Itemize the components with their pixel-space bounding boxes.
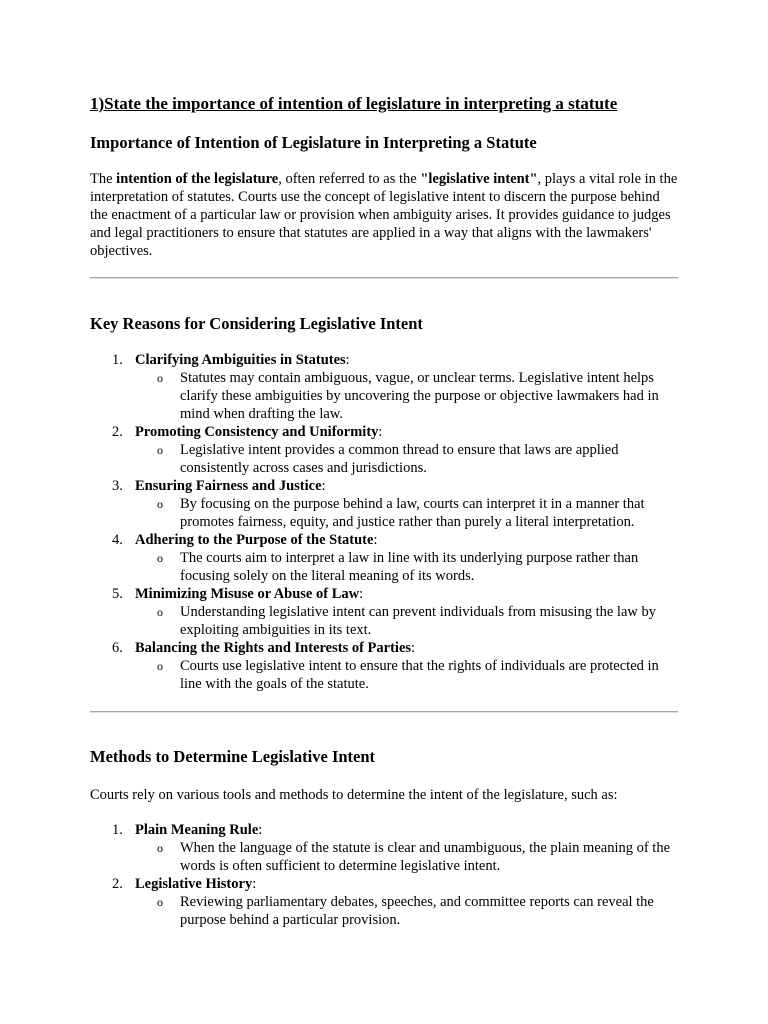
list-item-title: Adhering to the Purpose of the Statute <box>135 532 374 548</box>
colon: : <box>359 586 364 602</box>
sub-item-text: Legislative intent provides a common thread to ensure that laws are applied consistently across cases and jurisdictions. <box>180 442 619 476</box>
sub-list <box>135 495 680 531</box>
sub-item-text: Courts use legislative intent to ensure that the rights of individuals are protected in line with the goals of the statute. <box>180 658 659 692</box>
methods-intro: Courts rely on various tools and methods to determine the intent of the legislature, such as: <box>90 787 618 803</box>
sub-item-text: Reviewing parliamentary debates, speeches, and committee reports can reveal the purpose behind a particular provision. <box>180 894 654 928</box>
list-item <box>90 821 680 875</box>
sub-list <box>135 657 680 693</box>
para-text: , often referred to as the <box>278 171 421 187</box>
list-number: 3. <box>112 478 123 494</box>
bullet-icon: o <box>157 659 163 673</box>
list-item-title: Legislative History <box>135 876 253 892</box>
sub-list-item <box>135 369 680 423</box>
list-number: 1. <box>112 352 123 368</box>
list-item <box>90 531 680 585</box>
para-text: , plays a vital role in the interpretation of statutes. Courts use the concept of legislative intent to discern the purpose behind the enactment of a particular law or provision when ambiguity arises. It provides guidance to judges and legal practitioners to ensure that statutes are applied in a way that aligns with the lawmakers' objectives. <box>90 171 678 259</box>
intro-paragraph <box>90 170 680 260</box>
horizontal-rule <box>90 711 678 713</box>
section-heading-importance: Importance of Intention of Legislature in Interpreting a Statute <box>90 133 537 152</box>
key-reasons-list <box>90 351 680 693</box>
sub-list-item <box>135 495 680 531</box>
bullet-icon: o <box>157 497 163 511</box>
sub-list <box>135 893 680 929</box>
para-bold-term: "legislative intent" <box>420 171 538 187</box>
list-item-title: Promoting Consistency and Uniformity <box>135 424 379 440</box>
sub-list <box>135 603 680 639</box>
list-item <box>90 477 680 531</box>
section-heading-key-reasons: Key Reasons for Considering Legislative Intent <box>90 314 423 333</box>
list-item <box>90 875 680 929</box>
bullet-icon: o <box>157 841 163 855</box>
list-item-title: Ensuring Fairness and Justice <box>135 478 322 494</box>
list-item <box>90 423 680 477</box>
list-item <box>90 351 680 423</box>
horizontal-rule <box>90 277 678 279</box>
sub-list <box>135 549 680 585</box>
list-item-title: Plain Meaning Rule <box>135 822 259 838</box>
para-bold-term: intention of the legislature <box>116 171 279 187</box>
sub-item-text: The courts aim to interpret a law in line with its underlying purpose rather than focusing solely on the literal meaning of its words. <box>180 550 639 584</box>
sub-item-text: Understanding legislative intent can prevent individuals from misusing the law by exploiting ambiguities in its text. <box>180 604 656 638</box>
sub-item-text: By focusing on the purpose behind a law, courts can interpret it in a manner that promotes fairness, equity, and justice rather than purely a literal interpretation. <box>180 496 645 530</box>
list-number: 5. <box>112 586 123 602</box>
colon: : <box>411 640 416 656</box>
sub-list <box>135 369 680 423</box>
question-title: 1)State the importance of intention of legislature in interpreting a statute <box>90 94 618 113</box>
section-heading-methods: Methods to Determine Legislative Intent <box>90 747 376 766</box>
list-number: 4. <box>112 532 123 548</box>
colon: : <box>321 478 326 494</box>
bullet-icon: o <box>157 443 163 457</box>
sub-list-item <box>135 839 680 875</box>
list-number: 1. <box>112 822 123 838</box>
list-item-title: Minimizing Misuse or Abuse of Law <box>135 586 360 602</box>
colon: : <box>252 876 257 892</box>
sub-list-item <box>135 549 680 585</box>
bullet-icon: o <box>157 551 163 565</box>
list-number: 6. <box>112 640 123 656</box>
bullet-icon: o <box>157 605 163 619</box>
sub-list-item <box>135 893 680 929</box>
colon: : <box>373 532 378 548</box>
sub-list <box>135 839 680 875</box>
sub-list-item <box>135 603 680 639</box>
colon: : <box>345 352 350 368</box>
list-item-title: Balancing the Rights and Interests of Parties <box>135 640 412 656</box>
list-item <box>90 639 680 693</box>
list-number: 2. <box>112 876 123 892</box>
colon: : <box>378 424 383 440</box>
sub-list-item <box>135 657 680 693</box>
sub-item-text: Statutes may contain ambiguous, vague, or unclear terms. Legislative intent helps clarify these ambiguities by uncovering the purpose or objective lawmakers had in mind when drafting the law. <box>180 370 659 422</box>
list-item-title: Clarifying Ambiguities in Statutes <box>135 352 346 368</box>
colon: : <box>258 822 263 838</box>
sub-list <box>135 441 680 477</box>
methods-list <box>90 821 680 929</box>
list-item <box>90 585 680 639</box>
bullet-icon: o <box>157 895 163 909</box>
sub-item-text: When the language of the statute is clear and unambiguous, the plain meaning of the words is often sufficient to determine legislative intent. <box>180 840 671 874</box>
sub-list-item <box>135 441 680 477</box>
bullet-icon: o <box>157 371 163 385</box>
para-text: The <box>90 171 117 187</box>
list-number: 2. <box>112 424 123 440</box>
